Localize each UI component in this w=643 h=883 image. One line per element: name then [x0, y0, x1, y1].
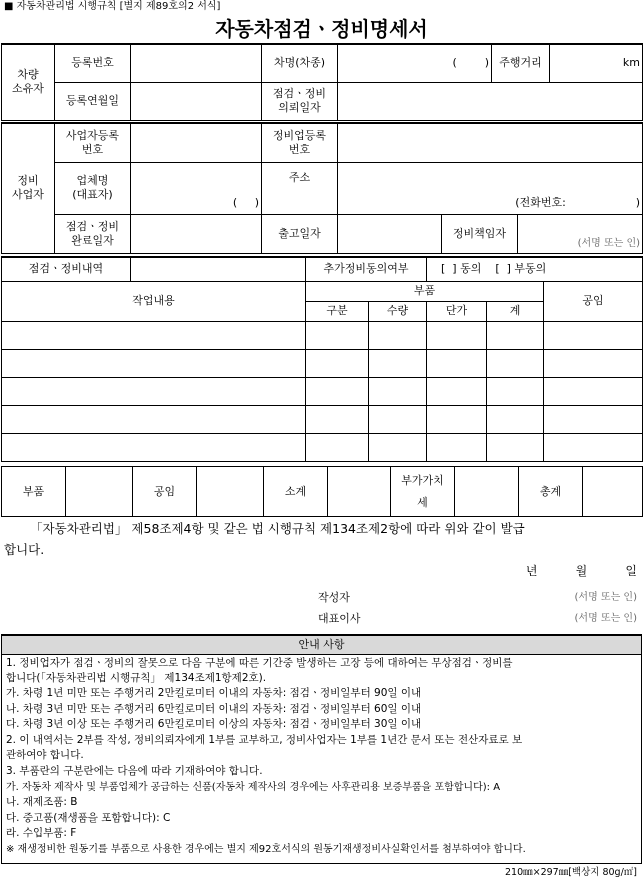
ceo-sign-hint[interactable]: (서명 또는 인)	[574, 613, 637, 624]
consent-options[interactable]: [ ] 동의 [ ] 부동의	[427, 257, 643, 281]
guide-line-2: 합니다(「자동차관리법 시행규칙」 제134조제1항제2호).	[6, 672, 267, 684]
done-date-field[interactable]	[131, 214, 262, 253]
release-date-label: 출고일자	[262, 214, 338, 253]
form-reference: ■ 자동차관리법 시행규칙 [별지 제89호의2 서식]	[4, 1, 221, 12]
table-row[interactable]	[2, 377, 643, 405]
summary-total-label: 총계	[519, 467, 583, 517]
summary-subtotal-label: 소계	[264, 467, 328, 517]
detail-field[interactable]	[131, 257, 306, 281]
release-date-field[interactable]	[338, 214, 442, 253]
guide-line-4: 나. 차령 3년 미만 또는 주행거리 6만킬로미터 이내의 자동차: 점검ㆍ정비일부터 60일 이내	[6, 703, 422, 715]
issue-date: 년 월 일	[525, 564, 637, 578]
reg-no-label: 등록번호	[55, 44, 131, 82]
done-date-label: 점검ㆍ정비 완료일자	[55, 214, 131, 253]
owner-table	[1, 43, 643, 121]
company-field[interactable]: ( )	[131, 162, 262, 214]
summary-parts-field[interactable]	[66, 467, 133, 517]
manager-label: 정비책임자	[442, 214, 518, 253]
request-date-label: 점검ㆍ정비 의뢰일자	[262, 82, 338, 120]
labor-header: 공임	[544, 281, 643, 321]
parts-header: 부품	[306, 281, 544, 301]
summary-subtotal-field[interactable]	[328, 467, 391, 517]
ceo-label: 대표이사	[318, 612, 361, 625]
statement-line-2: 합니다.	[4, 542, 45, 557]
unit-price-header: 단가	[427, 301, 487, 321]
table-row[interactable]	[2, 349, 643, 377]
consent-label: 추가정비동의여부	[306, 257, 427, 281]
summary-table	[1, 466, 643, 517]
biz-reg-label: 사업자등록 번호	[55, 123, 131, 162]
guide-line-10: 나. 재제조품: B	[6, 796, 78, 808]
summary-labor-label: 공임	[133, 467, 197, 517]
guide-line-1: 1. 정비업자가 점검ㆍ정비의 잘못으로 다음 구분에 따른 기간중 발생하는 고장 등에 대하여는 무상점검ㆍ정비를	[6, 657, 513, 669]
work-table	[1, 256, 643, 462]
type-header: 구분	[306, 301, 369, 321]
guide-line-5: 다. 차령 3년 이상 또는 주행거리 6만킬로미터 이상의 자동차: 점검ㆍ정비일부터 30일 이내	[6, 718, 422, 730]
mileage-label: 주행거리	[492, 44, 550, 82]
shop-table	[1, 122, 643, 254]
car-name-field[interactable]: ( )	[338, 44, 492, 82]
reg-no-field[interactable]	[131, 44, 262, 82]
detail-label: 점검ㆍ정비내역	[2, 257, 131, 281]
maint-reg-field[interactable]	[338, 123, 643, 162]
writer-label: 작성자	[318, 591, 350, 604]
qty-header: 수량	[369, 301, 427, 321]
manager-sign-field[interactable]: (서명 또는 인)	[518, 214, 643, 253]
table-row[interactable]	[2, 321, 643, 349]
guide-line-7: 관하여야 합니다.	[6, 749, 84, 761]
guide-line-3: 가. 차령 1년 미만 또는 주행거리 2만킬로미터 이내의 자동차: 점검ㆍ정비일부터 90일 이내	[6, 687, 422, 699]
summary-vat-label: 부가가치 세	[391, 467, 455, 517]
footer-paper-spec: 210㎜×297㎜[백상지 80g/㎡]	[504, 867, 637, 878]
owner-section-label: 차량 소유자	[2, 44, 55, 120]
total-header: 계	[487, 301, 544, 321]
summary-vat-field[interactable]	[455, 467, 519, 517]
car-name-label: 차명(차종)	[262, 44, 338, 82]
statement-line-1: 「자동차관리법」 제58조제4항 및 같은 법 시행규칙 제134조제2항에 따라 위와 같이 발급	[30, 521, 525, 536]
guide-line-9: 가. 자동차 제작사 및 부품업체가 공급하는 신품(자동차 제작사의 경우에는 사후관리용 보증부품을 포함합니다): A	[6, 782, 501, 793]
company-label: 업체명 (대표자)	[55, 162, 131, 214]
biz-reg-field[interactable]	[131, 123, 262, 162]
summary-labor-field[interactable]	[197, 467, 264, 517]
summary-total-field[interactable]	[583, 467, 643, 517]
address-label: 주소	[262, 162, 338, 214]
summary-parts-label: 부품	[2, 467, 66, 517]
reg-date-label: 등록연월일	[55, 82, 131, 120]
address-field[interactable]: (전화번호: )	[338, 162, 643, 214]
guide-box	[1, 634, 642, 864]
reg-date-field[interactable]	[131, 82, 262, 120]
guide-line-8: 3. 부품란의 구분란에는 다음에 따라 기재하여야 합니다.	[6, 765, 263, 777]
table-row[interactable]	[2, 405, 643, 433]
work-content-header: 작업내용	[2, 281, 306, 321]
mileage-field[interactable]: km	[550, 44, 643, 82]
table-row[interactable]	[2, 433, 643, 461]
request-date-field[interactable]	[338, 82, 643, 120]
maint-reg-label: 정비업등록 번호	[262, 123, 338, 162]
guide-title: 안내 사항	[2, 636, 641, 655]
guide-line-13: ※ 재생정비한 원동기를 부품으로 사용한 경우에는 별지 제92호서식의 원동기재생정비사실확인서를 첨부하여야 합니다.	[6, 844, 526, 855]
guide-line-11: 다. 중고품(재생품을 포함합니다): C	[6, 812, 171, 824]
shop-section-label: 정비 사업자	[2, 123, 55, 253]
guide-line-12: 라. 수입부품: F	[6, 827, 77, 839]
page-title: 자동차점검ㆍ정비명세서	[215, 17, 428, 41]
guide-line-6: 2. 이 내역서는 2부를 작성, 정비의뢰자에게 1부를 교부하고, 정비사업자는 1부를 1년간 문서 또는 전산자료로 보	[6, 734, 523, 746]
writer-sign-hint[interactable]: (서명 또는 인)	[574, 592, 637, 603]
